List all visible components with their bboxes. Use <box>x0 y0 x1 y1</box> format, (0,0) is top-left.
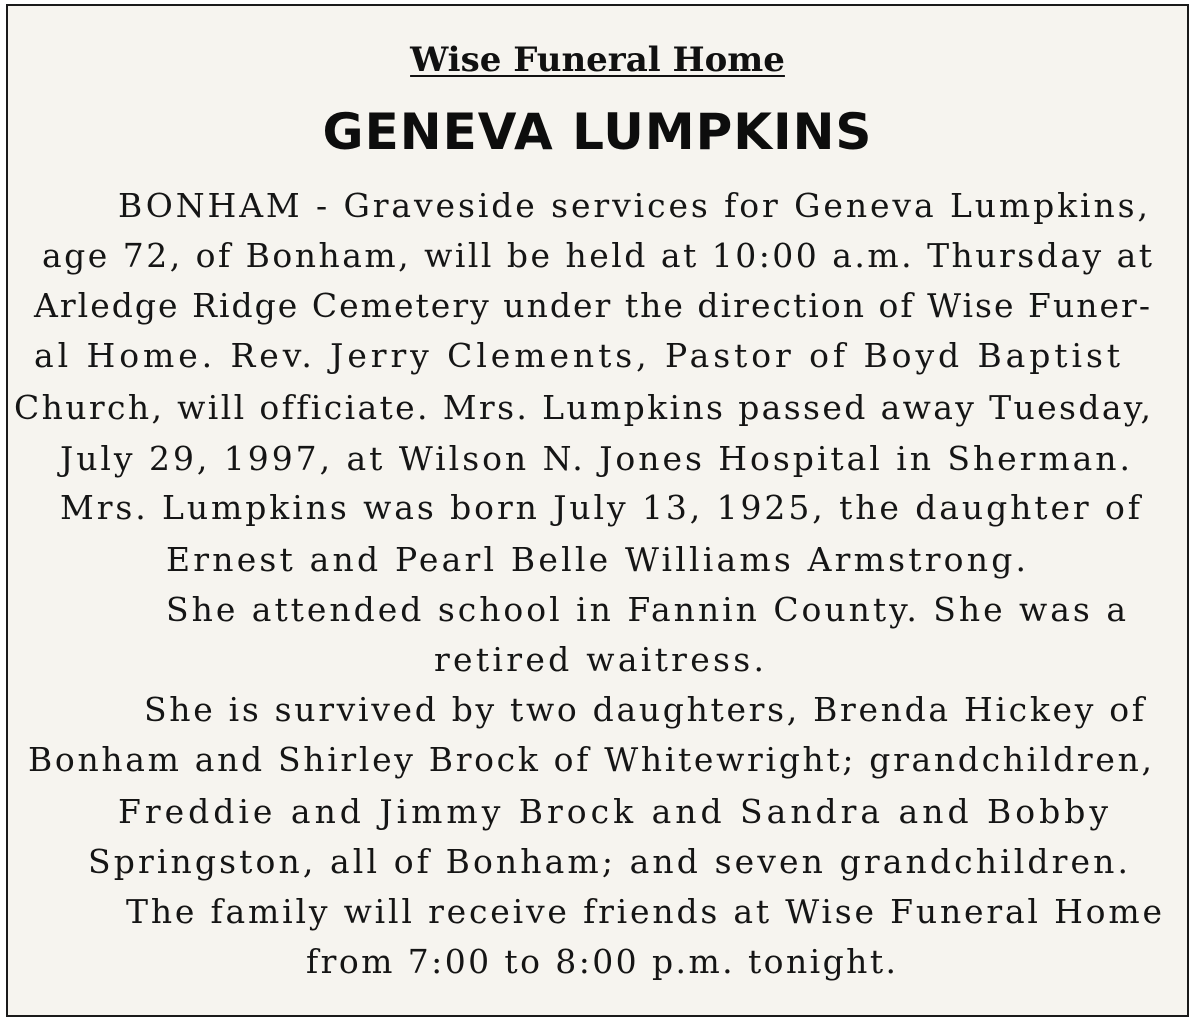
obituary-line: Church, will officiate. Mrs. Lumpkins passed away Tuesday, <box>14 388 1154 427</box>
deceased-name: GENEVA LUMPKINS <box>322 103 873 161</box>
obituary-line: Freddie and Jimmy Brock and Sandra and Bobby <box>118 792 1112 831</box>
obituary-line: Arledge Ridge Cemetery under the direction of Wise Funer- <box>34 286 1153 325</box>
obituary-line: from 7:00 to 8:00 p.m. tonight. <box>306 942 899 981</box>
obituary-line: al Home. Rev. Jerry Clements, Pastor of Boyd Baptist <box>34 336 1124 375</box>
obituary-line: Mrs. Lumpkins was born July 13, 1925, the daughter of <box>60 488 1143 527</box>
obituary-line: She is survived by two daughters, Brenda Hickey of <box>144 690 1147 729</box>
obituary-clipping <box>6 4 1189 1017</box>
obituary-line: Ernest and Pearl Belle Williams Armstrong. <box>166 540 1030 579</box>
obituary-line: Springston, all of Bonham; and seven grandchildren. <box>88 842 1132 881</box>
obituary-line: The family will receive friends at Wise Funeral Home <box>126 892 1165 931</box>
obituary-line: Bonham and Shirley Brock of Whitewright; grandchildren, <box>28 740 1155 779</box>
obituary-line: She attended school in Fannin County. She was a <box>166 590 1129 629</box>
funeral-home-heading: Wise Funeral Home <box>410 40 785 80</box>
obituary-line: BONHAM - Graveside services for Geneva Lumpkins, <box>118 186 1151 225</box>
obituary-line: July 29, 1997, at Wilson N. Jones Hospital in Sherman. <box>60 439 1133 478</box>
obituary-line: retired waitress. <box>434 640 768 679</box>
obituary-line: age 72, of Bonham, will be held at 10:00 a.m. Thursday at <box>42 236 1155 275</box>
